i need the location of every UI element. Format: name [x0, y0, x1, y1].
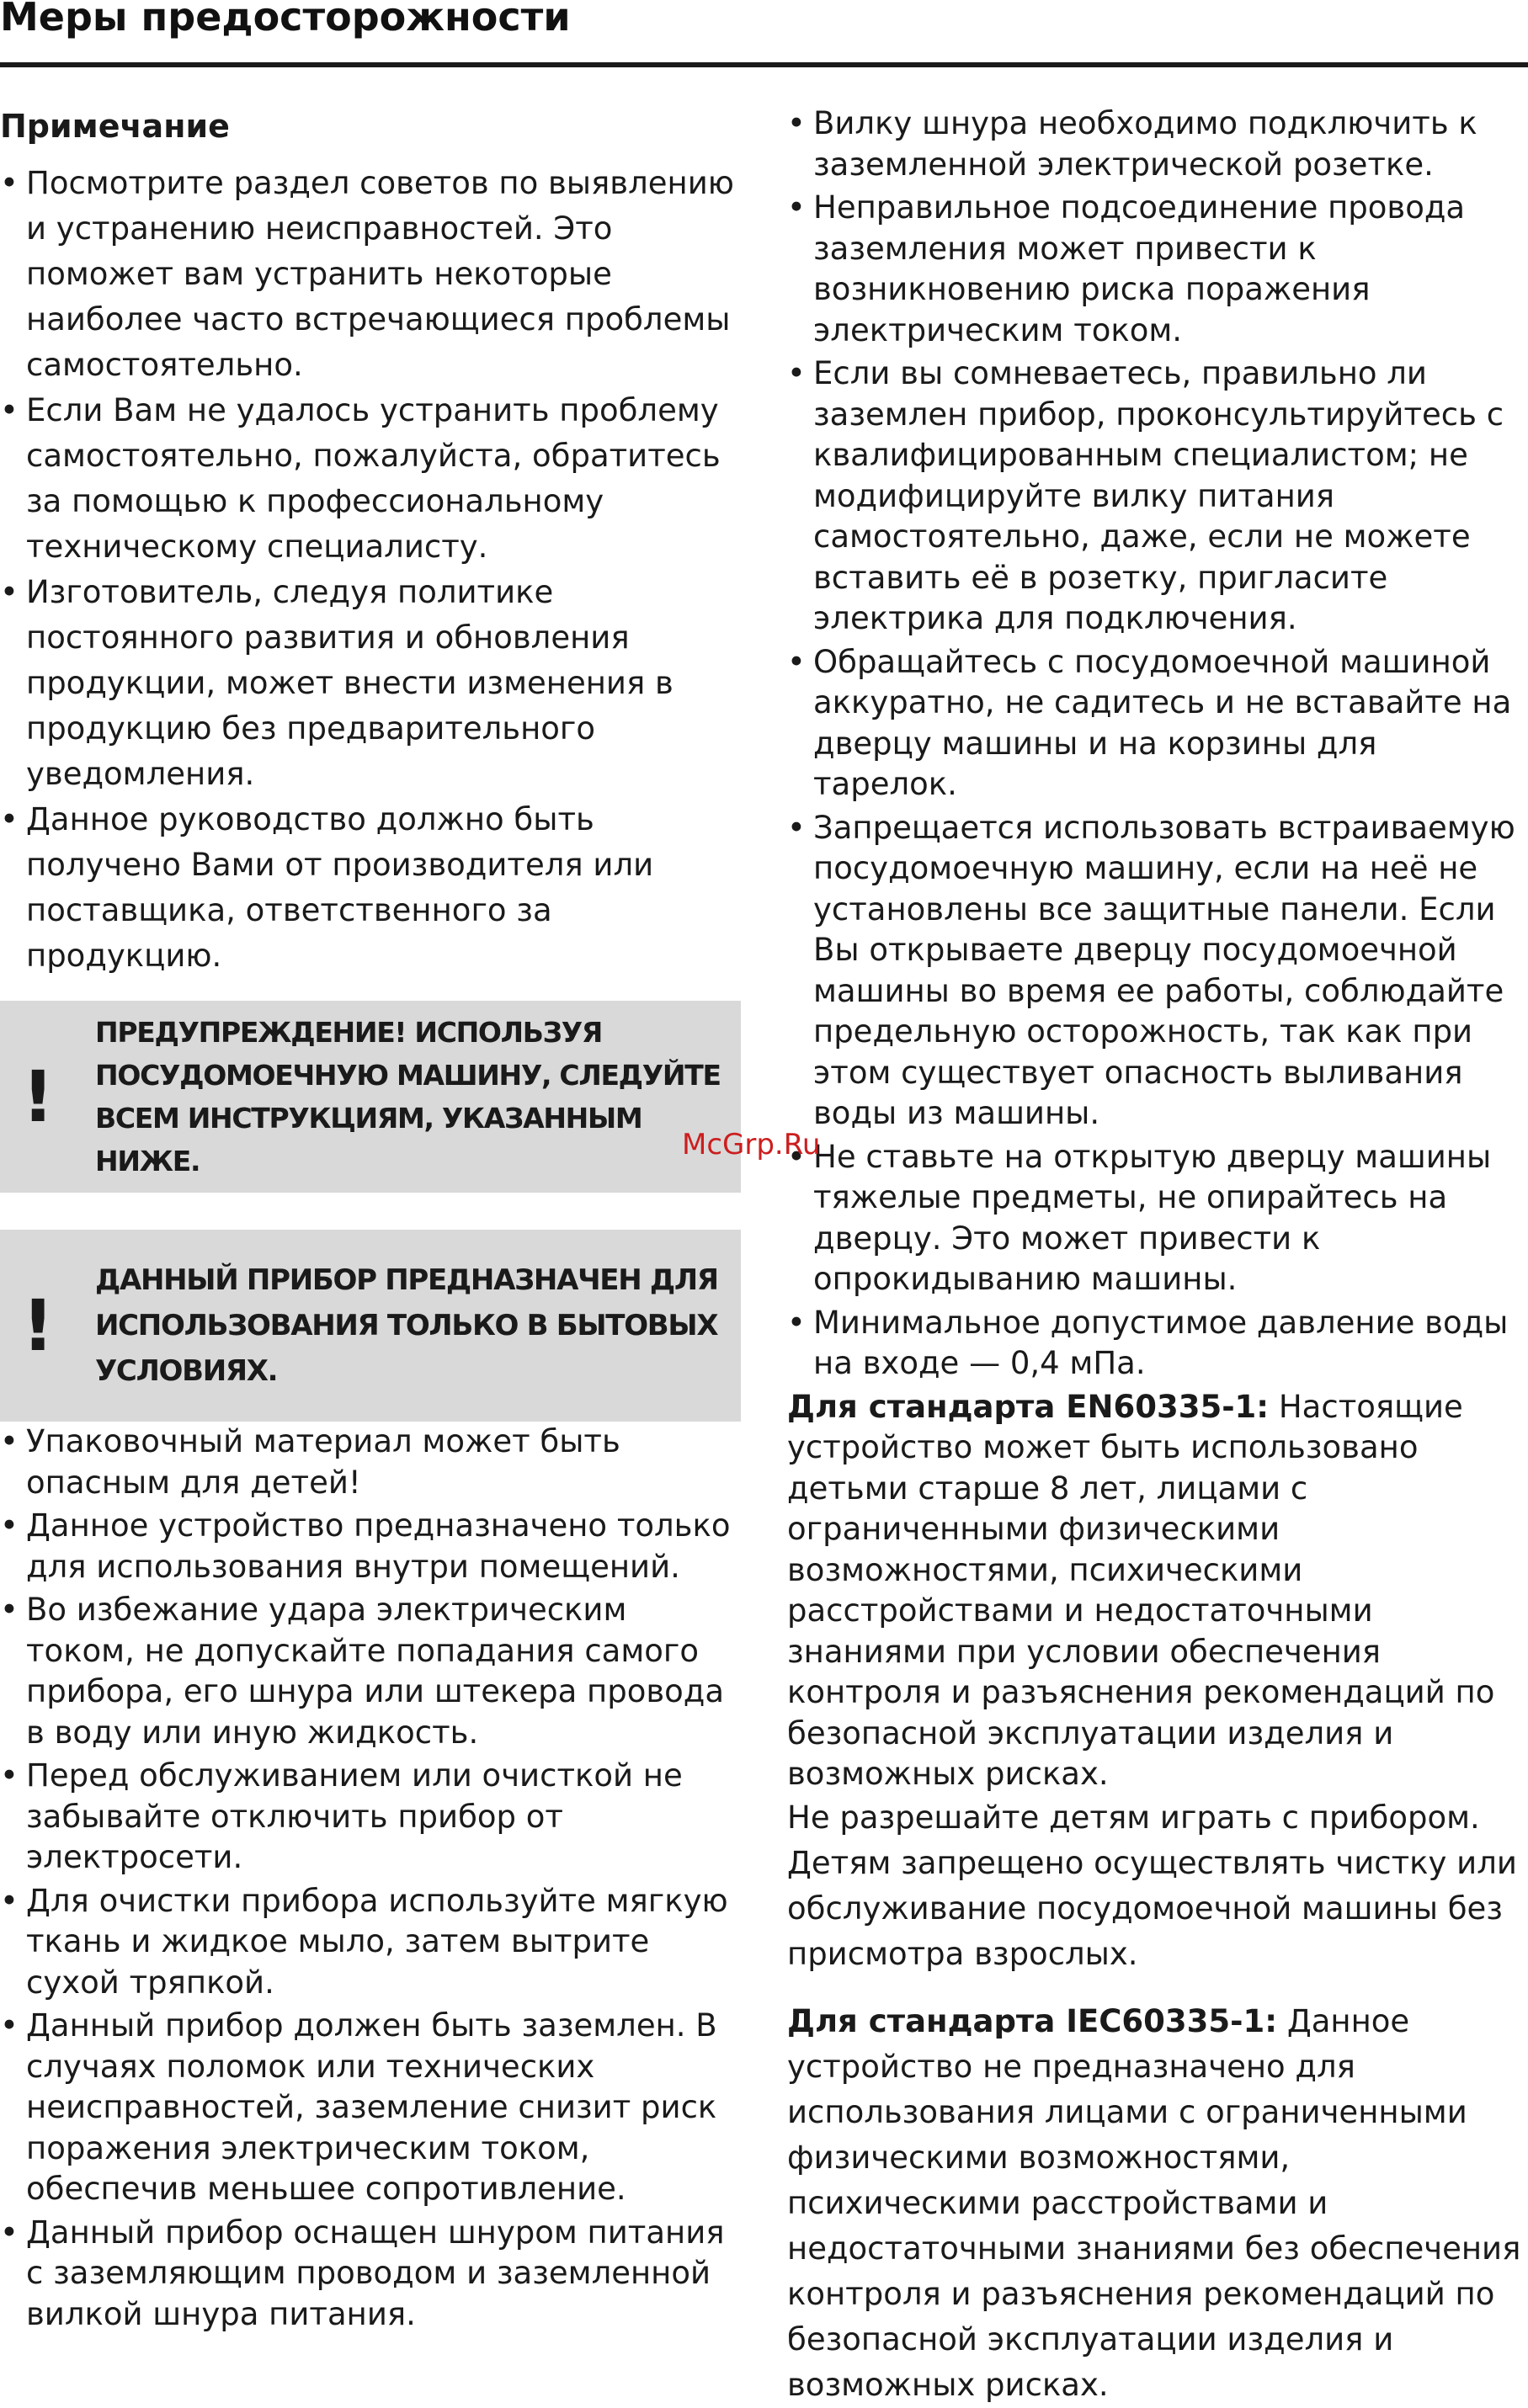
note-list — [0, 161, 741, 979]
children-clean-text: Детям запрещено осуществлять чистку или обслуживание посудомоечной машины без присмотра взрослых. — [787, 1844, 1517, 1972]
safety-item: • Данный прибор оснащен шнуром питания с заземляющим проводом и заземленной вилкой шнура питания. — [0, 2213, 741, 2336]
safety-item: • Во избежание удара электрическим током, не допускайте попадания самого прибора, его шнура или штекера провода в воду или иную жидкость. — [0, 1590, 741, 1753]
en-standard-text: Настоящие устройство может быть использовано детьми старше 8 лет, лицами с ограниченными физическими возможностями, психическими расстройствами и недостаточными знаниями при условии обеспечения контроля и разъяснения рекомендаций по безопасной эксплуатации изделия и возможных рисках. — [787, 1388, 1495, 1792]
safety-item: • Данное устройство предназначено только для использования внутри помещений. — [0, 1506, 741, 1587]
note-item: • Посмотрите раздел советов по выявлению и устранению неисправностей. Это поможет вам устранить некоторые наиболее часто встречающиеся проблемы самостоятельно. — [0, 161, 741, 388]
children-play-text: Не разрешайте детям играть с прибором. — [787, 1799, 1480, 1836]
note-item: • Данное руководство должно быть получено Вами от производителя или поставщика, ответственного за продукцию. — [0, 797, 741, 979]
en-standard-label: Для стандарта EN60335-1: — [787, 1388, 1270, 1425]
safety-item: • Минимальное допустимое давление воды на входе — 0,4 мПа. — [787, 1303, 1528, 1385]
note-heading: Примечание — [0, 108, 230, 145]
safety-item: • Перед обслуживанием или очисткой не забывайте отключить прибор от электросети. — [0, 1756, 741, 1879]
safety-item: • Неправильное подсоединение провода заземления может привести к возникновению риска поражения электрическим током. — [787, 188, 1528, 351]
warning-box-usage — [0, 1001, 741, 1193]
exclamation-icon: ! — [22, 1284, 55, 1367]
iec-standard-label: Для стандарта IEC60335-1: — [787, 2002, 1278, 2039]
safety-item: • Вилку шнура необходимо подключить к заземленной электрической розетке. — [787, 104, 1528, 185]
watermark-text: McGrp.Ru — [682, 1128, 821, 1161]
safety-item: • Запрещается использовать встраиваемую посудомоечную машину, если на неё не установлены все защитные панели. Если Вы открываете дверцу посудомоечной машины во время ее работы, соблюдайте предельную осторожность, так как при этом существует опасность выливания воды из машины. — [787, 808, 1528, 1135]
warning-text: ПРЕДУПРЕЖДЕНИЕ! ИСПОЛЬЗУЯ ПОСУДОМОЕЧНУЮ МАШИНУ, СЛЕДУЙТЕ ВСЕМ ИНСТРУКЦИЯМ, УКАЗАННЫМ НИЖЕ. — [95, 1016, 721, 1177]
right-column — [787, 104, 1528, 2408]
left-column — [0, 104, 741, 2337]
page-title: Меры предосторожности — [0, 0, 571, 40]
grounding-list — [787, 104, 1528, 1385]
safety-item: • Если вы сомневаетесь, правильно ли заземлен прибор, проконсультируйтесь с квалифицированным специалистом; не модифицируйте вилку питания самостоятельно, даже, если не можете вставить её в розетку, пригласите электрика для подключения. — [787, 353, 1528, 640]
title-divider — [0, 62, 1528, 67]
exclamation-icon: ! — [22, 1055, 55, 1138]
safety-item: • Для очистки прибора используйте мягкую ткань и жидкое мыло, затем вытрите сухой тряпкой. — [0, 1881, 741, 2004]
safety-item: • Обращайтесь с посудомоечной машиной аккуратно, не садитесь и не вставайте на дверцу машины и на корзины для тарелок. — [787, 642, 1528, 805]
en-standard-paragraph — [787, 1387, 1528, 1795]
safety-item: • Упаковочный материал может быть опасным для детей! — [0, 1422, 741, 1503]
safety-item: • Не ставьте на открытую дверцу машины тяжелые предметы, не опирайтесь на дверцу. Это может привести к опрокидыванию машины. — [787, 1137, 1528, 1300]
iec-standard-paragraph — [787, 1999, 1528, 2408]
safety-list — [0, 1422, 741, 2335]
iec-standard-text: Данное устройство не предназначено для использования лицами с ограниченными физическими возможностями, психическими расстройствами и недостаточными знаниями без обеспечения контроля и разъяснения рекомендаций по безопасной эксплуатации изделия и возможных рисках. — [787, 2002, 1521, 2403]
note-item: • Изготовитель, следуя политике постоянного развития и обновления продукции, может внести изменения в продукцию без предварительного уведомления. — [0, 570, 741, 797]
note-item: • Если Вам не удалось устранить проблему самостоятельно, пожалуйста, обратитесь за помощью к профессиональному техническому специалисту. — [0, 388, 741, 570]
safety-item: • Данный прибор должен быть заземлен. В случаях поломок или технических неисправностей, заземление снизит риск поражения электрическим током, обеспечив меньшее сопротивление. — [0, 2006, 741, 2210]
warning-box-household — [0, 1230, 741, 1422]
warning-text: ДАННЫЙ ПРИБОР ПРЕДНАЗНАЧЕН ДЛЯ ИСПОЛЬЗОВАНИЯ ТОЛЬКО В БЫТОВЫХ УСЛОВИЯХ. — [95, 1263, 718, 1388]
